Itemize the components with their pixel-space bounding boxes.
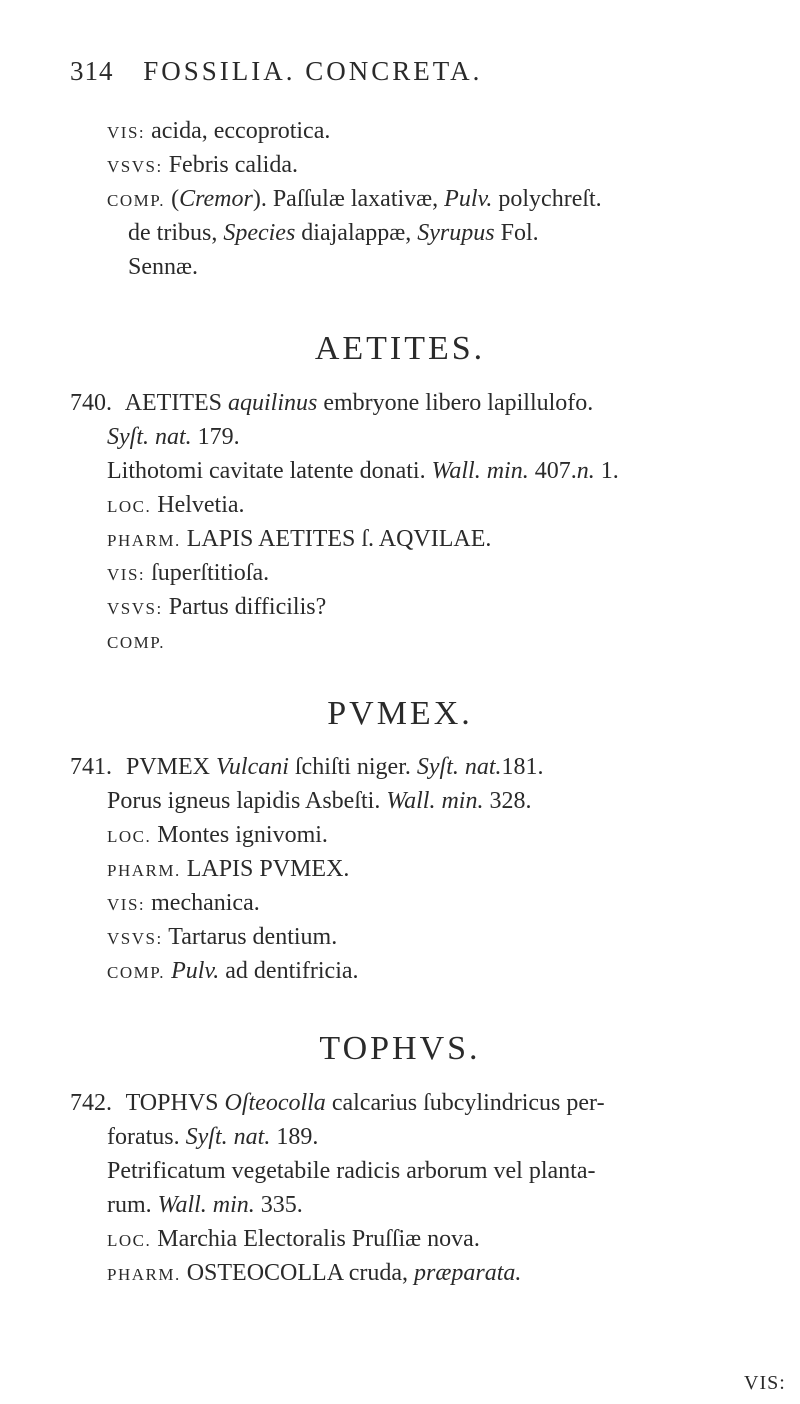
entry-italic: Vulcani — [216, 754, 289, 780]
vis-text: mechanica. — [151, 890, 260, 916]
running-title: FOSSILIA. CONCRETA. — [143, 56, 483, 86]
entry-italic: Oſteocolla — [224, 1090, 326, 1116]
comp-text-italic: Cremor — [179, 186, 253, 212]
entry-line — [107, 458, 619, 485]
entry-text: ſchiſti niger. — [294, 754, 411, 780]
entry-line — [107, 424, 240, 451]
intro-comp-line-1 — [107, 186, 602, 213]
comp-line — [107, 628, 165, 655]
comp-text: ( — [171, 186, 180, 212]
entry-name: TOPHVS — [125, 1090, 219, 1116]
entry-italic: Syſt. nat. — [416, 754, 502, 780]
pharm-line — [107, 1260, 521, 1287]
entry-text: foratus. — [107, 1124, 180, 1150]
pharm-text: OSTEOCOLLA cruda, — [186, 1260, 409, 1286]
entry-text: rum. — [107, 1192, 152, 1218]
entry-number: 741. — [70, 754, 112, 780]
entry-italic: n. — [576, 458, 595, 484]
vis-label: VIS: — [107, 565, 146, 584]
comp-text-italic: Species — [223, 220, 296, 246]
entry-line — [107, 1124, 318, 1151]
pharm-text: LAPIS AETITES ſ. AQVILAE. — [186, 526, 492, 552]
entry-text: 1. — [600, 458, 619, 484]
entry-text: embryone libero lapillulofo. — [323, 390, 594, 416]
comp-italic: Pulv. — [171, 958, 220, 984]
pharm-label: PHARM. — [107, 531, 181, 550]
comp-label: COMP. — [107, 963, 166, 982]
comp-text: Sennæ. — [128, 254, 199, 280]
entry-text: 189. — [276, 1124, 319, 1150]
comp-text: Fol. — [500, 220, 539, 246]
entry-line — [107, 1192, 303, 1219]
loc-line — [107, 822, 328, 849]
vis-line — [107, 890, 260, 917]
vsvs-label: VSVS: — [107, 599, 163, 618]
entry-text: 181. — [501, 754, 544, 780]
comp-text: ). Paſſulæ laxativæ, — [252, 186, 439, 212]
comp-text: polychreſt. — [498, 186, 602, 212]
comp-line — [107, 958, 359, 985]
section-heading: TOPHVS. — [319, 1030, 481, 1067]
pharm-line — [107, 526, 491, 553]
intro-vis-line — [107, 118, 330, 145]
running-head — [70, 56, 482, 87]
entry-text: Lithotomi cavitate latente donati. — [107, 458, 426, 484]
loc-text: Montes ignivomi. — [157, 822, 328, 848]
vsvs-label: VSVS: — [107, 157, 163, 176]
entry-number: 742. — [70, 1090, 112, 1116]
vis-label: VIS: — [107, 123, 146, 142]
entry-text: 407. — [534, 458, 577, 484]
pharm-label: PHARM. — [107, 1265, 181, 1284]
entry-name: PVMEX — [126, 754, 211, 780]
entry-italic: Wall. min. — [431, 458, 529, 484]
intro-comp-line-2 — [128, 220, 539, 247]
entry-number: 740. — [70, 390, 112, 416]
section-heading: AETITES. — [314, 330, 486, 367]
loc-text: Helvetia. — [157, 492, 245, 518]
entry-line — [107, 788, 531, 815]
pharm-text: LAPIS PVMEX. — [186, 856, 350, 882]
loc-label: LOC. — [107, 827, 152, 846]
catchword: VIS: — [744, 1372, 786, 1394]
intro-vsvs-line — [107, 152, 298, 179]
vis-line — [107, 560, 269, 587]
intro-comp-line-3 — [128, 254, 198, 281]
entry-line — [70, 754, 544, 781]
vis-text: ſuperſtitioſa. — [151, 560, 270, 586]
comp-text-italic: Syrupus — [417, 220, 495, 246]
vis-text: acida, eccoprotica. — [151, 118, 331, 144]
pharm-label: PHARM. — [107, 861, 181, 880]
comp-label: COMP. — [107, 633, 166, 652]
page-number: 314 — [70, 56, 114, 86]
loc-label: LOC. — [107, 1231, 152, 1250]
comp-text-italic: Pulv. — [444, 186, 493, 212]
vsvs-label: VSVS: — [107, 929, 163, 948]
vsvs-line — [107, 924, 337, 951]
entry-line — [70, 1090, 605, 1117]
loc-line — [107, 492, 245, 519]
entry-italic: Wall. min. — [386, 788, 484, 814]
section-heading: PVMEX. — [327, 695, 473, 732]
comp-text: diajalappæ, — [301, 220, 412, 246]
entry-italic: Syſt. nat. — [185, 1124, 271, 1150]
entry-text: calcarius ſubcylindricus per- — [331, 1090, 605, 1116]
comp-label: COMP. — [107, 191, 166, 210]
loc-line — [107, 1226, 480, 1253]
entry-italic: Syſt. nat. — [107, 424, 192, 450]
entry-line — [107, 1158, 595, 1185]
loc-text: Marchia Electoralis Pruſſiæ nova. — [157, 1226, 480, 1252]
vsvs-text: Partus difficilis? — [168, 594, 327, 620]
loc-label: LOC. — [107, 497, 152, 516]
entry-name: AETITES — [124, 390, 222, 416]
vsvs-line — [107, 594, 326, 621]
entry-line — [70, 390, 593, 417]
vsvs-text: Tartarus dentium. — [168, 924, 338, 950]
entry-text: 179. — [197, 424, 240, 450]
entry-text: Petrificatum vegetabile radicis arborum vel planta- — [107, 1158, 596, 1184]
comp-text: de tribus, — [128, 220, 218, 246]
comp-text: ad dentifricia. — [225, 958, 359, 984]
entry-text: Porus igneus lapidis Asbeſti. — [107, 788, 381, 814]
entry-text: 335. — [260, 1192, 303, 1218]
pharm-italic: præparata. — [414, 1260, 522, 1286]
vis-label: VIS: — [107, 895, 146, 914]
entry-italic: aquilinus — [228, 390, 318, 416]
vsvs-text: Febris calida. — [168, 152, 298, 178]
entry-italic: Wall. min. — [157, 1192, 255, 1218]
entry-text: 328. — [489, 788, 532, 814]
pharm-line — [107, 856, 349, 883]
